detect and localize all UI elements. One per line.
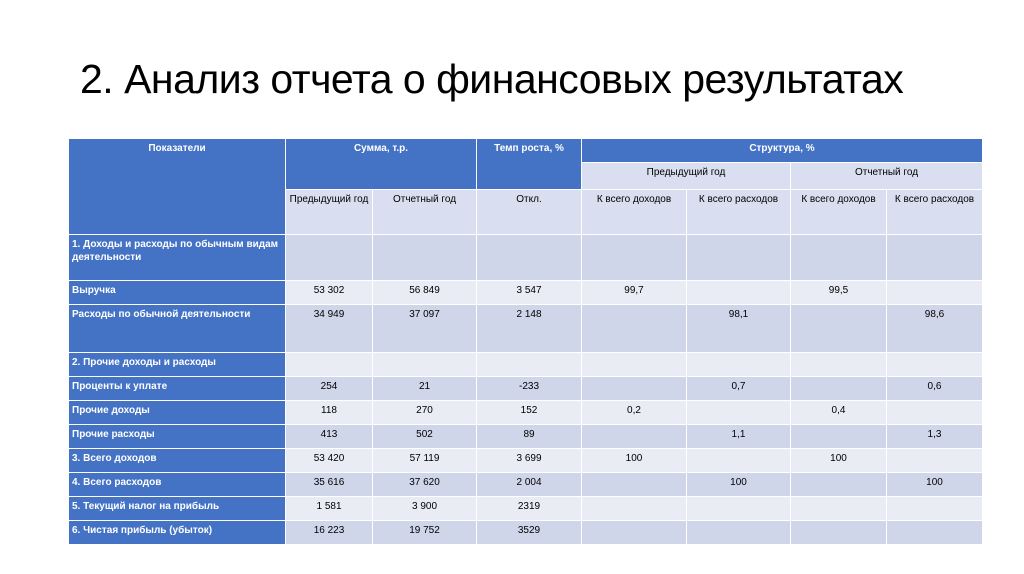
deviation-cell: -233 [477, 377, 582, 401]
row-label: 2. Прочие доходы и расходы [69, 353, 286, 377]
expense-prev-cell [687, 497, 791, 521]
deviation-cell: 3 699 [477, 449, 582, 473]
deviation-cell [477, 235, 582, 281]
header-structure: Структура, % [582, 139, 983, 163]
row-label: Прочие расходы [69, 425, 286, 449]
income-rep-cell [791, 235, 887, 281]
expense-rep-cell [887, 353, 983, 377]
table-row [69, 305, 983, 353]
table-row [69, 377, 983, 401]
table-row [69, 449, 983, 473]
table-row [69, 235, 983, 281]
prev-year-cell: 413 [286, 425, 373, 449]
row-label: Проценты к уплате [69, 377, 286, 401]
income-prev-cell: 100 [582, 449, 687, 473]
expense-prev-cell [687, 281, 791, 305]
report-year-cell: 56 849 [373, 281, 477, 305]
income-prev-cell [582, 497, 687, 521]
deviation-cell: 152 [477, 401, 582, 425]
slide-title: 2. Анализ отчета о финансовых результатах [80, 56, 904, 102]
expense-rep-cell [887, 497, 983, 521]
expense-rep-cell: 100 [887, 473, 983, 497]
table-row [69, 497, 983, 521]
report-year-cell [373, 235, 477, 281]
table-row [69, 353, 983, 377]
expense-rep-cell [887, 449, 983, 473]
row-label: Прочие доходы [69, 401, 286, 425]
prev-year-cell: 16 223 [286, 521, 373, 545]
row-label: 1. Доходы и расходы по обычным видам деятельности [69, 235, 286, 281]
expense-rep-cell [887, 235, 983, 281]
income-prev-cell [582, 353, 687, 377]
income-rep-cell: 100 [791, 449, 887, 473]
expense-rep-cell: 98,6 [887, 305, 983, 353]
expense-rep-cell [887, 521, 983, 545]
header-income-rep: К всего доходов [791, 190, 887, 235]
income-prev-cell [582, 473, 687, 497]
row-label: Расходы по обычной деятельности [69, 305, 286, 353]
deviation-cell: 3 547 [477, 281, 582, 305]
deviation-cell [477, 353, 582, 377]
income-rep-cell [791, 521, 887, 545]
row-label: Выручка [69, 281, 286, 305]
report-year-cell: 57 119 [373, 449, 477, 473]
prev-year-cell [286, 235, 373, 281]
income-prev-cell [582, 377, 687, 401]
deviation-cell: 3529 [477, 521, 582, 545]
deviation-cell: 89 [477, 425, 582, 449]
header-sum: Сумма, т.р. [286, 139, 477, 190]
header-income-prev: К всего доходов [582, 190, 687, 235]
report-year-cell: 270 [373, 401, 477, 425]
income-rep-cell [791, 353, 887, 377]
header-report-year: Отчетный год [373, 190, 477, 235]
header-deviation: Откл. [477, 190, 582, 235]
report-year-cell: 3 900 [373, 497, 477, 521]
report-year-cell: 21 [373, 377, 477, 401]
prev-year-cell: 1 581 [286, 497, 373, 521]
income-prev-cell [582, 521, 687, 545]
header-report-year-group: Отчетный год [791, 163, 983, 190]
report-year-cell: 19 752 [373, 521, 477, 545]
income-rep-cell: 0,4 [791, 401, 887, 425]
income-rep-cell: 99,5 [791, 281, 887, 305]
income-prev-cell [582, 425, 687, 449]
expense-rep-cell: 1,3 [887, 425, 983, 449]
income-rep-cell [791, 377, 887, 401]
deviation-cell: 2 148 [477, 305, 582, 353]
table-row [69, 473, 983, 497]
row-label: 4. Всего расходов [69, 473, 286, 497]
header-prev-year: Предыдущий год [286, 190, 373, 235]
header-indicators: Показатели [69, 139, 286, 235]
income-rep-cell [791, 305, 887, 353]
expense-prev-cell [687, 353, 791, 377]
expense-prev-cell: 98,1 [687, 305, 791, 353]
deviation-cell: 2319 [477, 497, 582, 521]
prev-year-cell: 35 616 [286, 473, 373, 497]
report-year-cell: 37 097 [373, 305, 477, 353]
expense-prev-cell [687, 449, 791, 473]
expense-prev-cell [687, 521, 791, 545]
table-row [69, 401, 983, 425]
row-label: 3. Всего доходов [69, 449, 286, 473]
header-growth: Темп роста, % [477, 139, 582, 190]
report-year-cell: 502 [373, 425, 477, 449]
prev-year-cell: 118 [286, 401, 373, 425]
income-prev-cell [582, 305, 687, 353]
income-prev-cell: 0,2 [582, 401, 687, 425]
deviation-cell: 2 004 [477, 473, 582, 497]
prev-year-cell: 53 302 [286, 281, 373, 305]
row-label: 6. Чистая прибыль (убыток) [69, 521, 286, 545]
income-rep-cell [791, 473, 887, 497]
header-prev-year-group: Предыдущий год [582, 163, 791, 190]
expense-rep-cell: 0,6 [887, 377, 983, 401]
expense-prev-cell: 1,1 [687, 425, 791, 449]
expense-rep-cell [887, 401, 983, 425]
expense-prev-cell: 100 [687, 473, 791, 497]
report-year-cell [373, 353, 477, 377]
expense-prev-cell: 0,7 [687, 377, 791, 401]
expense-prev-cell [687, 235, 791, 281]
income-prev-cell [582, 235, 687, 281]
table-row [69, 281, 983, 305]
income-rep-cell [791, 425, 887, 449]
table-row [69, 425, 983, 449]
header-expense-rep: К всего расходов [887, 190, 983, 235]
prev-year-cell: 53 420 [286, 449, 373, 473]
prev-year-cell: 34 949 [286, 305, 373, 353]
row-label: 5. Текущий налог на прибыль [69, 497, 286, 521]
income-rep-cell [791, 497, 887, 521]
table-row [69, 521, 983, 545]
income-prev-cell: 99,7 [582, 281, 687, 305]
report-year-cell: 37 620 [373, 473, 477, 497]
prev-year-cell: 254 [286, 377, 373, 401]
expense-prev-cell [687, 401, 791, 425]
financial-results-table [68, 138, 983, 545]
expense-rep-cell [887, 281, 983, 305]
header-expense-prev: К всего расходов [687, 190, 791, 235]
prev-year-cell [286, 353, 373, 377]
